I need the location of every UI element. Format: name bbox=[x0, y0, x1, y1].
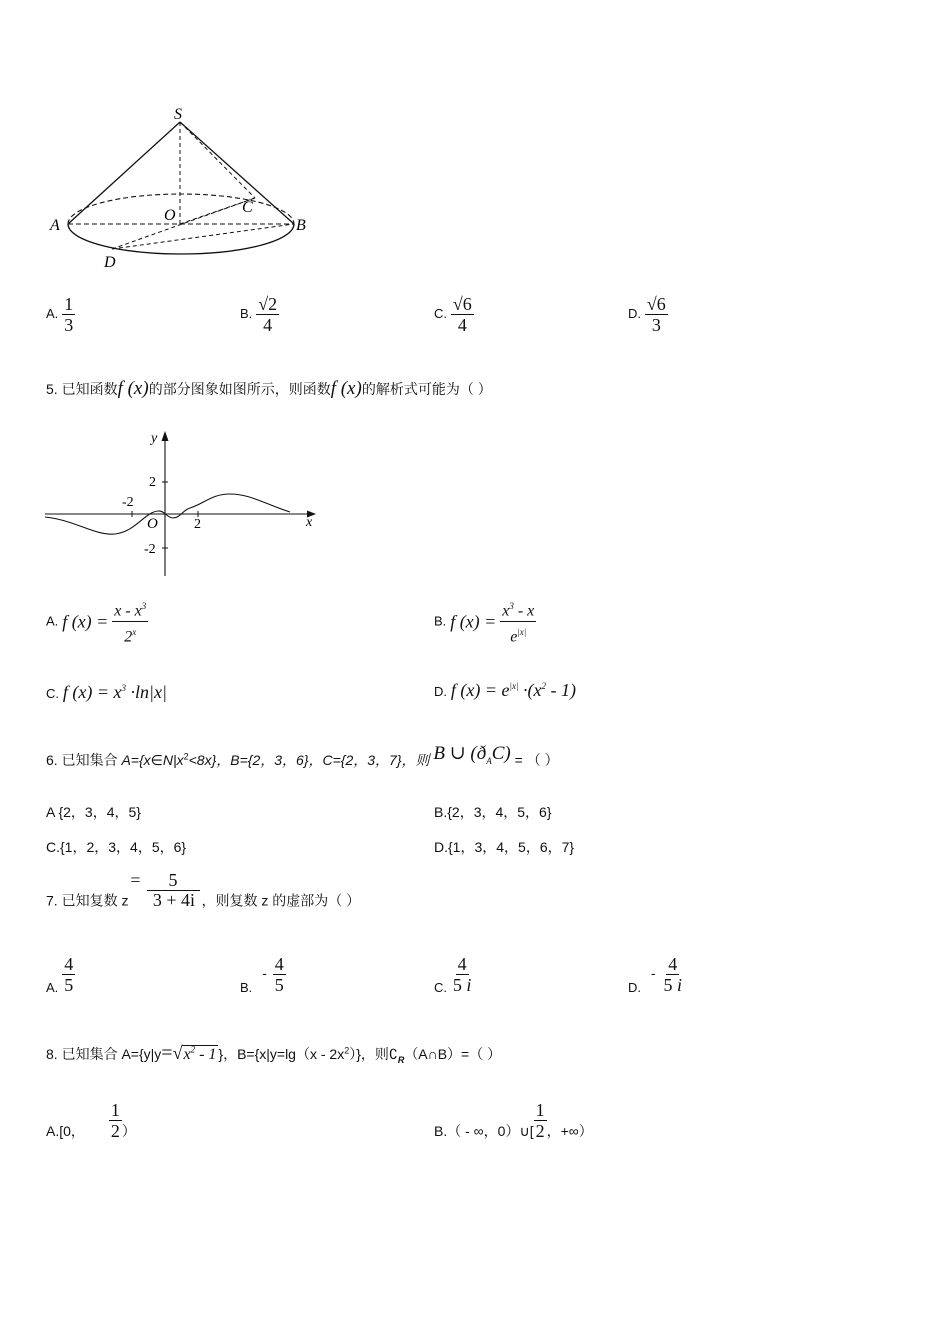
y-axis-label: y bbox=[151, 431, 158, 446]
y-tick-2: 2 bbox=[149, 475, 156, 490]
q6-option-c[interactable]: C.{1，2，3，4，5，6} bbox=[46, 839, 187, 855]
origin-label: O bbox=[147, 516, 158, 532]
func-fx: f (x) bbox=[117, 378, 149, 399]
fraction: $\frac{x - x^3}{2^x}$ bbox=[112, 596, 148, 648]
q8-stem: 8. 已知集合 $A=\{y|y=√x^2 - 1$ }，$B=\{x|y=\lg(x - 2x^2)\}$，则$∁_R(A\cap B)=$（ ） bbox=[46, 1042, 502, 1065]
function-graph bbox=[40, 428, 325, 580]
q6-option-a[interactable]: A {2，3，4，5} bbox=[46, 804, 141, 820]
label-o: O bbox=[164, 207, 176, 224]
fraction: $\frac{4}{5}$ bbox=[64, 954, 74, 995]
label-s: S bbox=[174, 106, 182, 123]
x-axis-label: x bbox=[306, 515, 313, 530]
label-a: A bbox=[50, 217, 60, 234]
q4-option-d[interactable] bbox=[628, 294, 668, 335]
label-c: C bbox=[242, 199, 253, 216]
q5-option-d[interactable]: D. f $(x) = e^{|x|} \cdot(x^2 - 1)$ bbox=[434, 680, 576, 700]
cone-figure bbox=[40, 100, 330, 275]
option-label: A. bbox=[46, 306, 59, 322]
fraction: $\frac{1}{2}$ bbox=[535, 1100, 545, 1141]
label-d: D bbox=[104, 254, 116, 271]
option-label: C. bbox=[434, 306, 447, 322]
fraction: $\frac{√2}{4}$ bbox=[258, 294, 278, 335]
label-b: B bbox=[296, 217, 306, 234]
fraction: $\frac{4}{5}$ bbox=[274, 954, 284, 995]
q6-option-d[interactable]: D.{1，3，4，5，6，7} bbox=[434, 839, 575, 855]
fraction: $\frac{1}{2}$ bbox=[110, 1100, 120, 1141]
q7-option-a[interactable]: A. $\frac{4}{5}$ bbox=[46, 954, 74, 996]
fraction: $\frac{4}{5 i}$ bbox=[663, 954, 682, 995]
option-label: A. bbox=[46, 613, 59, 629]
q5-stem: 5. 已知函数f (x)的部分图象如图所示，则函数f (x)的解析式可能为（ ） bbox=[46, 378, 492, 399]
q4-option-c[interactable] bbox=[434, 294, 474, 335]
q7-option-c[interactable]: C. $\frac{4}{5 i}$ bbox=[434, 954, 472, 996]
x-tick-neg2: -2 bbox=[122, 495, 134, 510]
fraction: = 5 3 + 4i bbox=[128, 870, 201, 910]
q8-option-b[interactable]: B.（ - ∞，0）∪[ $\frac{1}{2}$ ，+∞） bbox=[434, 1100, 593, 1141]
q8-option-a[interactable]: A.[0， $\frac{1}{2}$ ） bbox=[46, 1100, 136, 1141]
q6-stem: 6. 已知集合 $A=\{x\in N|x^2<8x\}$，B={2，3，6}，C={2，3，7}，则 B ∪ $(ð_AC)$ = （ ） bbox=[46, 743, 559, 768]
fraction: $\frac{x^3 - x}{e^{|x|}}$ bbox=[500, 596, 536, 648]
fraction: $\frac{√6}{4}$ bbox=[452, 294, 472, 335]
q7-stem: 7. 已知复数 z = 5 3 + 4i ，则复数 z 的虚部为（ ） bbox=[46, 870, 361, 910]
option-label: D. bbox=[628, 306, 641, 322]
x-tick-2: 2 bbox=[194, 517, 201, 532]
q6-option-b[interactable]: B.{2，3，4，5，6} bbox=[434, 804, 552, 820]
q5-option-a[interactable]: A. f (x) = $\frac{x - x^3}{2^x}$ bbox=[46, 596, 148, 648]
q4-option-b[interactable] bbox=[240, 294, 279, 335]
option-label: B. bbox=[240, 306, 253, 322]
option-label: D. bbox=[434, 684, 447, 699]
option-label: B. bbox=[434, 613, 447, 629]
q5-option-c[interactable]: C. f $(x) = x^3 \cdot\ln|x|$ bbox=[46, 682, 167, 702]
y-tick-neg2: -2 bbox=[144, 542, 156, 557]
q7-option-b[interactable]: B. - $\frac{4}{5}$ bbox=[240, 954, 284, 996]
fraction: $\frac{1}{3}$ bbox=[64, 294, 74, 335]
fraction: $\frac{√6}{3}$ bbox=[646, 294, 666, 335]
q5-option-b[interactable]: B. f (x) = $\frac{x^3 - x}{e^{|x|}}$ bbox=[434, 596, 536, 648]
q7-option-d[interactable]: D. - $\frac{4}{5 i}$ bbox=[628, 954, 682, 996]
func-fx: f (x) bbox=[330, 378, 362, 399]
option-label: C. bbox=[46, 686, 59, 701]
q4-option-a[interactable] bbox=[46, 294, 75, 335]
fraction: $\frac{4}{5 i}$ bbox=[452, 954, 472, 995]
